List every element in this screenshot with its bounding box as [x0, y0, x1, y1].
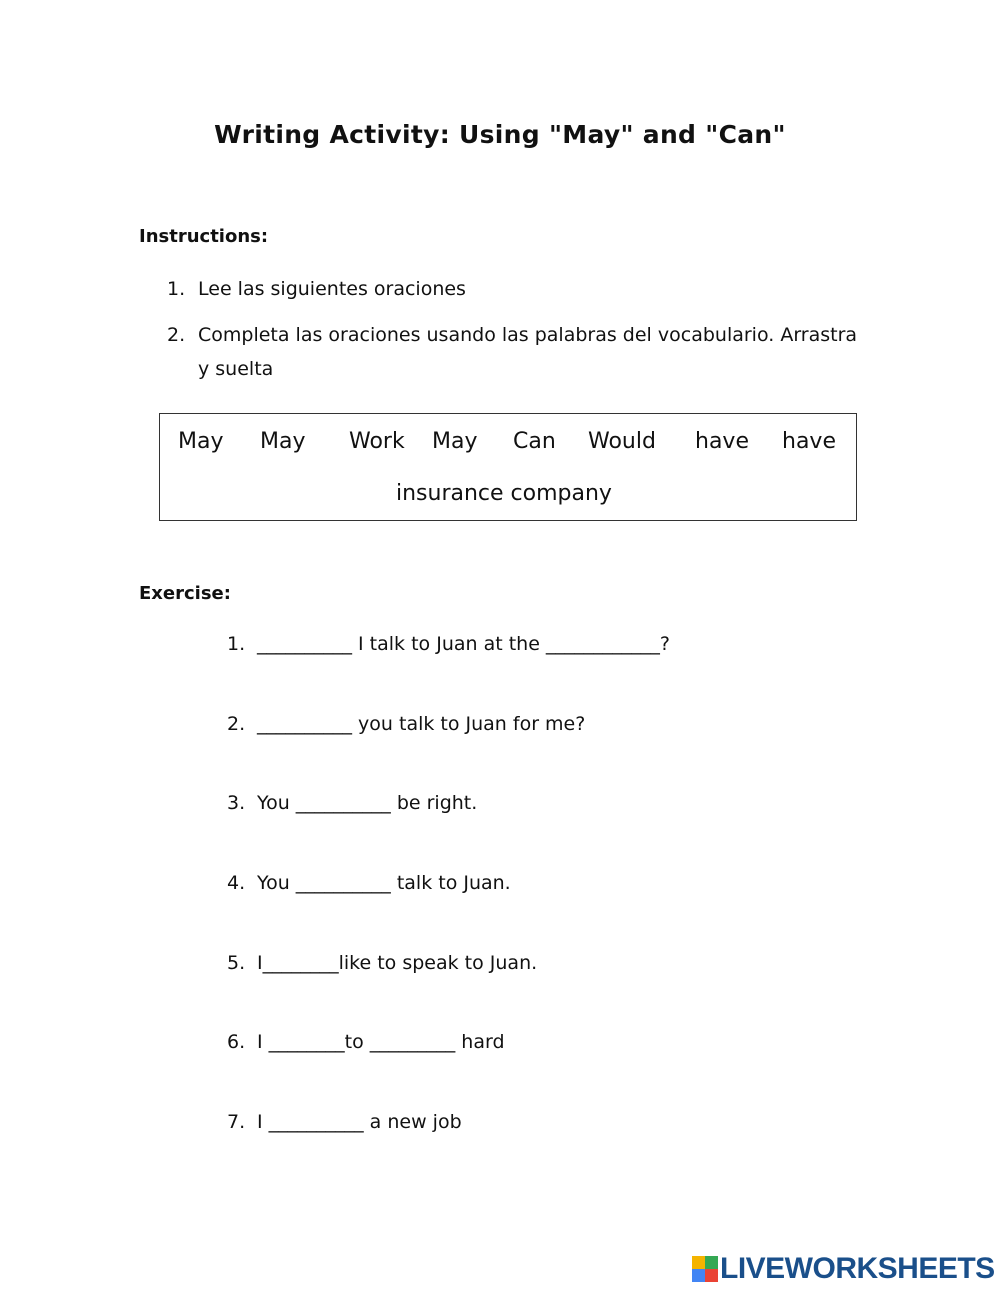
word-bank: [159, 413, 857, 521]
instructions-label: Instructions:: [139, 226, 269, 247]
exercise-item: [227, 1106, 907, 1186]
exercise-label: Exercise:: [139, 583, 231, 604]
liveworksheets-logo[interactable]: [692, 1252, 995, 1286]
logo-square: [692, 1256, 705, 1269]
exercise-number: 2.: [227, 712, 246, 735]
exercise-number: 5.: [227, 951, 246, 974]
exercise-item: [227, 787, 907, 867]
word-bank-item[interactable]: have: [695, 429, 749, 454]
instruction-number: 2.: [167, 324, 186, 346]
word-bank-item[interactable]: May: [432, 429, 478, 454]
exercise-sentence[interactable]: You __________ be right.: [257, 792, 478, 815]
exercise-sentence[interactable]: I________like to speak to Juan.: [257, 951, 538, 974]
instruction-item: [167, 272, 867, 306]
exercise-list: [227, 628, 907, 1186]
exercise-sentence[interactable]: I ________to _________ hard: [257, 1031, 505, 1054]
exercise-item: [227, 867, 907, 947]
instruction-text: Completa las oraciones usando las palabras del vocabulario. Arrastra y suelta: [198, 324, 858, 380]
exercise-sentence[interactable]: I __________ a new job: [257, 1111, 462, 1134]
exercise-item: [227, 1026, 907, 1106]
instruction-number: 1.: [167, 278, 186, 300]
word-bank-item[interactable]: Would: [588, 429, 656, 454]
exercise-number: 6.: [227, 1031, 246, 1054]
worksheet-title: Writing Activity: Using "May" and "Can": [214, 120, 786, 149]
exercise-item: [227, 628, 907, 708]
logo-square: [705, 1269, 718, 1282]
word-bank-item[interactable]: insurance company: [396, 481, 612, 506]
instructions-list: [167, 272, 867, 398]
word-bank-item[interactable]: have: [782, 429, 836, 454]
logo-text: LIVEWORKSHEETS: [720, 1252, 995, 1285]
exercise-number: 3.: [227, 792, 246, 815]
word-bank-item[interactable]: May: [260, 429, 306, 454]
exercise-item: [227, 708, 907, 788]
word-bank-item[interactable]: May: [178, 429, 224, 454]
exercise-sentence[interactable]: You __________ talk to Juan.: [257, 872, 511, 895]
word-bank-item[interactable]: Can: [513, 429, 556, 454]
exercise-sentence[interactable]: __________ you talk to Juan for me?: [257, 712, 586, 735]
word-bank-item[interactable]: Work: [349, 429, 405, 454]
liveworksheets-logo-icon: [692, 1256, 718, 1282]
exercise-number: 1.: [227, 633, 246, 655]
instruction-text: Lee las siguientes oraciones: [198, 278, 466, 300]
logo-square: [692, 1269, 705, 1282]
exercise-number: 7.: [227, 1111, 246, 1134]
exercise-number: 4.: [227, 872, 246, 895]
logo-square: [705, 1256, 718, 1269]
exercise-sentence[interactable]: __________ I talk to Juan at the ____________?: [257, 633, 671, 655]
instruction-item: [167, 318, 867, 386]
exercise-item: [227, 947, 907, 1027]
